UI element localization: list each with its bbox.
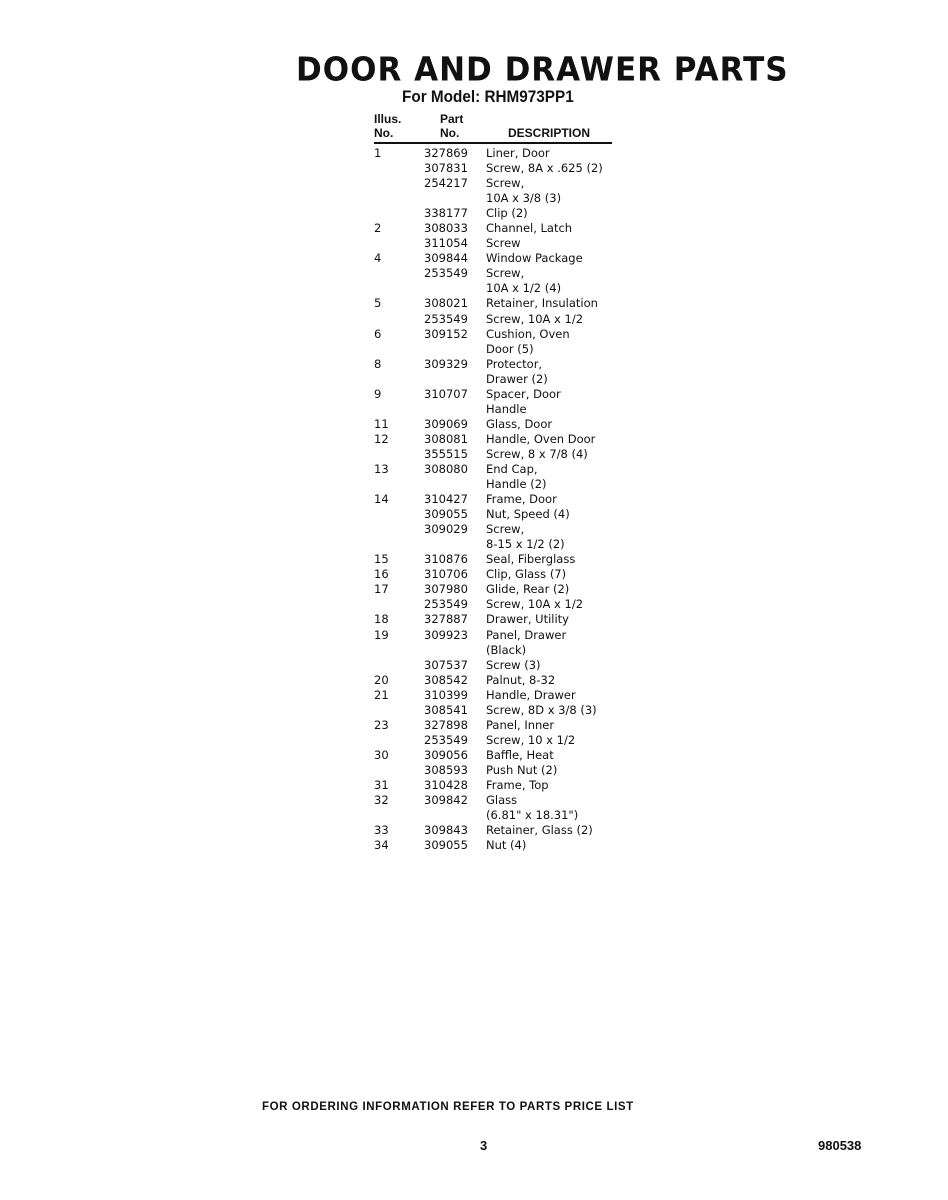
part-description: Screw, bbox=[486, 522, 525, 537]
part-description: Cushion, Oven bbox=[486, 326, 570, 341]
part-number: 307980 bbox=[424, 582, 468, 597]
part-number: 309069 bbox=[424, 416, 468, 431]
part-number: 310876 bbox=[424, 552, 468, 567]
part-description: Handle bbox=[486, 401, 527, 416]
part-number: 253549 bbox=[424, 732, 468, 747]
part-number: 309843 bbox=[424, 823, 468, 838]
illus-number: 19 bbox=[374, 627, 389, 642]
part-description: Spacer, Door bbox=[486, 386, 561, 401]
part-description: Screw, 10 x 1/2 bbox=[486, 732, 576, 747]
model-subtitle: For Model: RHM973PP1 bbox=[402, 87, 574, 106]
ordering-note: FOR ORDERING INFORMATION REFER TO PARTS PRICE LIST bbox=[262, 1101, 634, 1113]
illus-number: 1 bbox=[374, 146, 382, 160]
illus-number: 2 bbox=[374, 221, 382, 236]
illus-number: 32 bbox=[374, 793, 389, 808]
part-description: Retainer, Glass (2) bbox=[486, 823, 593, 838]
part-description: Screw, 8D x 3/8 (3) bbox=[486, 702, 597, 717]
part-description: Palnut, 8-32 bbox=[486, 672, 556, 687]
part-description: Glide, Rear (2) bbox=[486, 582, 570, 597]
part-description: Screw (3) bbox=[486, 657, 541, 672]
part-description: (6.81" x 18.31") bbox=[486, 808, 579, 823]
illus-number: 17 bbox=[374, 582, 389, 597]
part-number: 307831 bbox=[424, 161, 468, 176]
illus-number: 15 bbox=[374, 552, 389, 567]
illus-number: 34 bbox=[374, 838, 389, 853]
part-column-header bbox=[440, 112, 463, 140]
illus-number: 23 bbox=[374, 717, 389, 732]
illus-number: 14 bbox=[374, 492, 389, 507]
part-number: 308021 bbox=[424, 296, 468, 311]
part-number: 308541 bbox=[424, 702, 468, 717]
part-number: 311054 bbox=[424, 236, 468, 251]
part-description: 10A x 1/2 (4) bbox=[486, 281, 562, 296]
part-description: Handle (2) bbox=[486, 477, 547, 492]
part-description: Drawer, Utility bbox=[486, 612, 569, 627]
part-number: 327869 bbox=[424, 146, 468, 160]
part-description: Screw, 8A x .625 (2) bbox=[486, 161, 603, 176]
illus-number: 6 bbox=[374, 326, 382, 341]
part-description: Clip, Glass (7) bbox=[486, 567, 567, 582]
part-number: 309923 bbox=[424, 627, 468, 642]
part-description: Window Package bbox=[486, 251, 583, 266]
illus-number: 30 bbox=[374, 747, 389, 762]
illus-number: 9 bbox=[374, 386, 382, 401]
part-number: 308033 bbox=[424, 221, 468, 236]
illus-number: 4 bbox=[374, 251, 382, 266]
illus-header-line2: No. bbox=[374, 126, 394, 140]
part-description: End Cap, bbox=[486, 461, 538, 476]
header-divider bbox=[374, 142, 612, 144]
illus-number: 5 bbox=[374, 296, 382, 311]
part-number: 310706 bbox=[424, 567, 468, 582]
illus-header-line1: Illus. bbox=[374, 112, 402, 126]
part-number: 307537 bbox=[424, 657, 468, 672]
part-number: 309055 bbox=[424, 838, 468, 853]
part-description: Frame, Door bbox=[486, 492, 557, 507]
part-description: 8-15 x 1/2 (2) bbox=[486, 537, 565, 552]
part-number: 308542 bbox=[424, 672, 468, 687]
part-description: Frame, Top bbox=[486, 777, 549, 792]
part-description: Panel, Inner bbox=[486, 717, 555, 732]
part-number: 309842 bbox=[424, 793, 468, 808]
part-description: Screw, 10A x 1/2 bbox=[486, 311, 584, 326]
illus-number: 12 bbox=[374, 431, 389, 446]
part-number: 309056 bbox=[424, 747, 468, 762]
part-description: Screw bbox=[486, 236, 521, 251]
part-number: 309329 bbox=[424, 356, 468, 371]
part-number: 338177 bbox=[424, 206, 468, 221]
part-description: Nut, Speed (4) bbox=[486, 507, 570, 522]
illus-number: 11 bbox=[374, 416, 389, 431]
part-number: 309055 bbox=[424, 507, 468, 522]
document-number: 980538 bbox=[818, 1138, 862, 1153]
part-number: 308081 bbox=[424, 431, 468, 446]
page-title: DOOR AND DRAWER PARTS bbox=[296, 51, 789, 89]
part-header-line1: Part bbox=[440, 112, 464, 126]
part-number: 327898 bbox=[424, 717, 468, 732]
part-description: Nut (4) bbox=[486, 838, 527, 853]
illus-number: 20 bbox=[374, 672, 389, 687]
illus-number: 21 bbox=[374, 687, 389, 702]
part-number: 308593 bbox=[424, 762, 468, 777]
part-number: 310428 bbox=[424, 777, 468, 792]
part-number: 253549 bbox=[424, 597, 468, 612]
illus-number: 13 bbox=[374, 461, 389, 476]
part-description: Door (5) bbox=[486, 341, 534, 356]
part-description: (Black) bbox=[486, 642, 527, 657]
illus-column-header bbox=[374, 112, 401, 140]
part-description: Seal, Fiberglass bbox=[486, 552, 576, 567]
part-description: Glass bbox=[486, 793, 518, 808]
part-description: Drawer (2) bbox=[486, 371, 548, 386]
part-number: 309844 bbox=[424, 251, 468, 266]
illus-number: 33 bbox=[374, 823, 389, 838]
part-description: Screw, 10A x 1/2 bbox=[486, 597, 584, 612]
illus-number: 31 bbox=[374, 777, 389, 792]
part-number: 253549 bbox=[424, 311, 468, 326]
part-description: Screw, bbox=[486, 266, 525, 281]
part-number: 310707 bbox=[424, 386, 468, 401]
part-description: Panel, Drawer bbox=[486, 627, 567, 642]
part-description: Glass, Door bbox=[486, 416, 553, 431]
part-description: Screw, bbox=[486, 176, 525, 191]
part-number: 309029 bbox=[424, 522, 468, 537]
part-description: Screw, 8 x 7/8 (4) bbox=[486, 446, 588, 461]
part-number: 254217 bbox=[424, 176, 468, 191]
illus-number: 16 bbox=[374, 567, 389, 582]
part-description: 10A x 3/8 (3) bbox=[486, 191, 562, 206]
part-number: 308080 bbox=[424, 461, 468, 476]
part-description: Retainer, Insulation bbox=[486, 296, 598, 311]
part-description: Push Nut (2) bbox=[486, 762, 558, 777]
part-number: 327887 bbox=[424, 612, 468, 627]
part-description: Protector, bbox=[486, 356, 543, 371]
part-number: 253549 bbox=[424, 266, 468, 281]
part-number: 310427 bbox=[424, 492, 468, 507]
part-description: Handle, Drawer bbox=[486, 687, 576, 702]
illus-number: 8 bbox=[374, 356, 382, 371]
part-number: 309152 bbox=[424, 326, 468, 341]
part-header-line2: No. bbox=[440, 126, 460, 140]
part-number: 310399 bbox=[424, 687, 468, 702]
part-description: Channel, Latch bbox=[486, 221, 573, 236]
part-number: 355515 bbox=[424, 446, 468, 461]
part-description: Liner, Door bbox=[486, 146, 550, 160]
description-column-header: DESCRIPTION bbox=[508, 126, 591, 140]
page-number: 3 bbox=[480, 1138, 488, 1153]
part-description: Baffle, Heat bbox=[486, 747, 554, 762]
part-description: Clip (2) bbox=[486, 206, 528, 221]
illus-number: 18 bbox=[374, 612, 389, 627]
part-description: Handle, Oven Door bbox=[486, 431, 596, 446]
